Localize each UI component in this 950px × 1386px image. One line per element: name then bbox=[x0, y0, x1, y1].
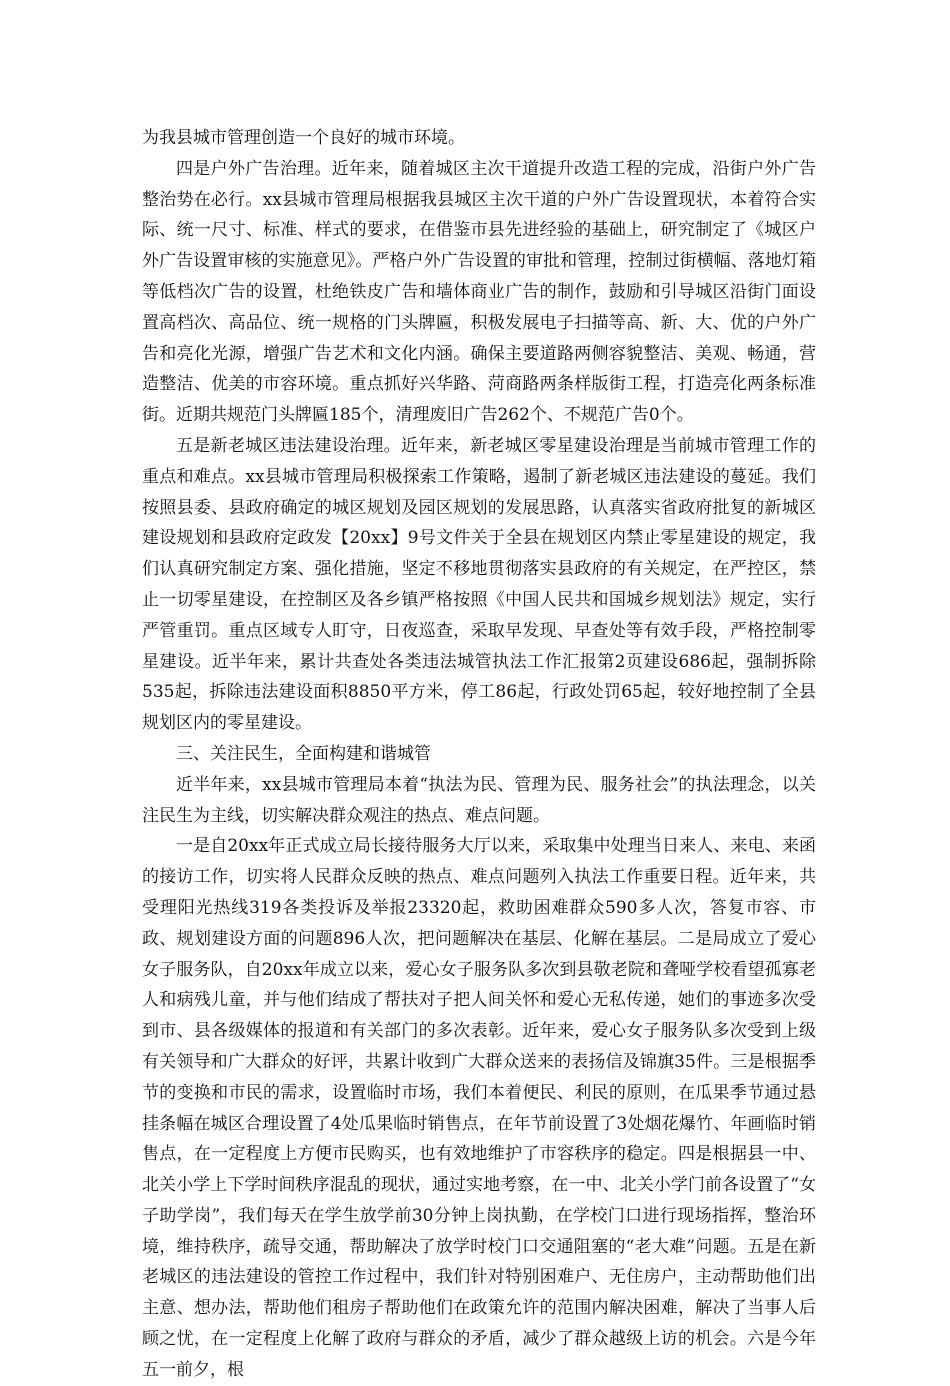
paragraph-illegal-construction: 五是新老城区违法建设治理。近年来，新老城区零星建设治理是当前城市管理工作的重点和难点。xx县城市管理局积极探索工作策略，遏制了新老城区违法建设的蔓延。我们按照县委、县政府确定的城区规划及园区规划的发展思路，认真落实省政府批复的新城区建设规划和县政府定政发【20xx】9号文件关于全县在规划区内禁止零星建设的规定，我们认真研究制定方案、强化措施，坚定不移地贯彻落实县政府的有关规定，在严控区，禁止一切零星建设，在控制区及各乡镇严格按照《中国人民共和国城乡规划法》规定，实行严管重罚。重点区域专人盯守，日夜巡查，采取早发现、早查处等有效手段，严格控制零星建设。近半年来，累计共查处各类违法城管执法工作汇报第2页建设686起，强制拆除535起，拆除违法建设面积8850平方米，停工86起，行政处罚65起，较好地控制了全县规划区内的零星建设。 bbox=[142, 435, 816, 734]
paragraph-livelihood-intro: 近半年来，xx县城市管理局本着“执法为民、管理为民、服务社会”的执法理念，以关注民生为主线，切实解决群众观注的热点、难点问题。 bbox=[142, 774, 816, 826]
paragraph-outdoor-advertising: 四是户外广告治理。近年来，随着城区主次干道提升改造工程的完成，沿街户外广告整治势在必行。xx县城市管理局根据我县城区主次干道的户外广告设置现状，本着符合实际、统一尺寸、标准、样式的要求，在借鉴市县先进经验的基础上，研究制定了《城区户外广告设置审核的实施意见》。严格户外广告设置的审批和管理，控制过街横幅、落地灯箱等低档次广告的设置，杜绝铁皮广告和墙体商业广告的制作，鼓励和引导城区沿街门面设置高档次、高品位、统一规格的门头牌匾，积极发展电子扫描等高、新、大、优的户外广告和亮化光源，增强广告艺术和文化内涵。确保主要道路两侧容貌整洁、美观、畅通，营造整洁、优美的市容环境。重点抓好兴华路、菏商路两条样版街工程，打造亮化两条标准街。近期共规范门头牌匾185个，清理废旧广告262个、不规范广告0个。 bbox=[142, 158, 816, 426]
document-body bbox=[142, 123, 816, 1386]
section-heading-livelihood: 三、关注民生，全面构建和谐城管 bbox=[176, 743, 431, 764]
paragraph-continuation: 为我县城市管理创造一个良好的城市环境。 bbox=[142, 128, 465, 148]
paragraph-livelihood-measures: 一是自20xx年正式成立局长接待服务大厅以来，采取集中处理当日来人、来电、来函的接访工作，切实将人民群众反映的热点、难点问题列入执法工作重要日程。近年来，共受理阳光热线319各类投诉及举报23320起，救助困难群众590多人次，答复市容、市政、规划建设方面的问题896人次，把问题解决在基层、化解在基层。二是局成立了爱心女子服务队，自20xx年成立以来，爱心女子服务队多次到县敬老院和聋哑学校看望孤寡老人和病残儿童，并与他们结成了帮扶对子把人间关怀和爱心无私传递，她们的事迹多次受到市、县各级媒体的报道和有关部门的多次表彰。近年来，爱心女子服务队多次受到上级有关领导和广大群众的好评，共累计收到广大群众送来的表扬信及锦旗35件。三是根据季节的变换和市民的需求，设置临时市场，我们本着便民、利民的原则，在瓜果季节通过悬挂条幅在城区合理设置了4处瓜果临时销售点，在年节前设置了3处烟花爆竹、年画临时销售点，在一定程度上方便市民购买，也有效地维护了市容秩序的稳定。四是根据县一中、北关小学上下学时间秩序混乱的现状，通过实地考察，在一中、北关小学门前各设置了“女子助学岗”，我们每天在学生放学前30分钟上岗执勤，在学校门口进行现场指挥，整治环境，维持秩序，疏导交通，帮助解决了放学时校门口交通阻塞的“老大难”问题。五是在新老城区的违法建设的管控工作过程中，我们针对特别困难户、无住房户，主动帮助他们出主意、想办法，帮助他们租房子帮助他们在政策允许的范围内解决困难，解决了当事人后顾之忧，在一定程度上化解了政府与群众的矛盾，减少了群众越级上访的机会。六是今年五一前夕，根 bbox=[142, 836, 816, 1380]
